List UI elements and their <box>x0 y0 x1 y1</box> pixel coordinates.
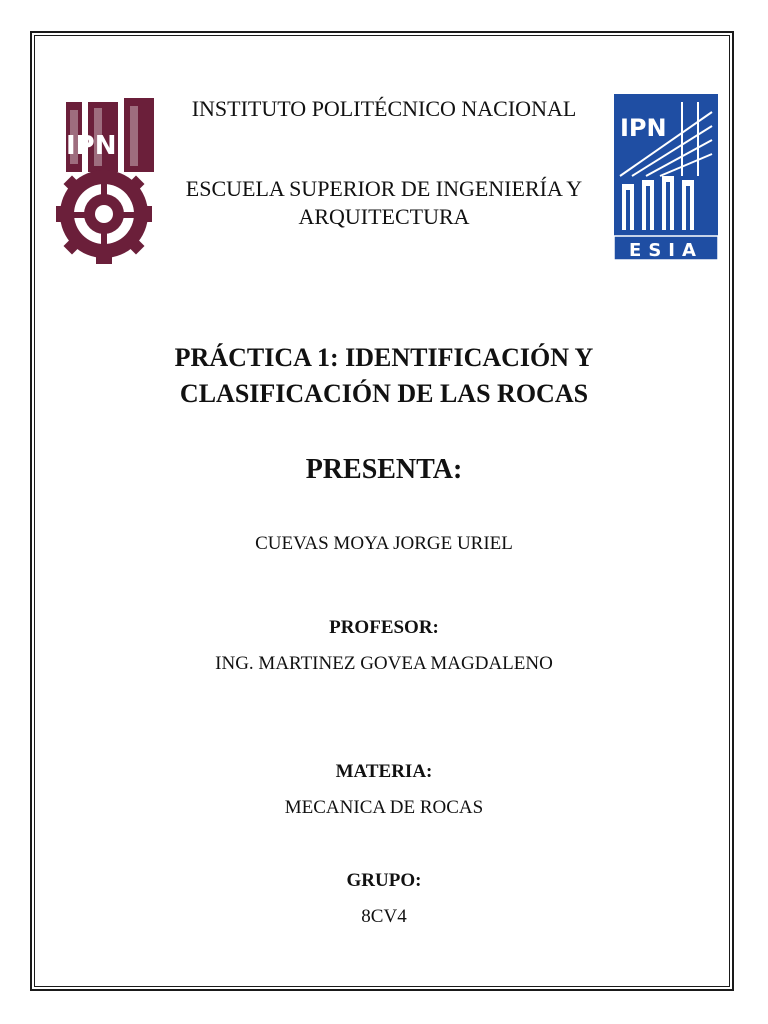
materia-label: MATERIA: <box>335 761 433 782</box>
profesor-name: ING. MARTINEZ GOVEA MAGDALENO <box>215 653 553 674</box>
esia-logo-ipn-text: IPN <box>620 114 667 142</box>
institute-name: INSTITUTO POLITÉCNICO NACIONAL <box>191 96 577 121</box>
ipn-logo-lettering <box>66 131 117 161</box>
practice-title-line1: PRÁCTICA 1: IDENTIFICACIÓN Y <box>174 343 594 372</box>
profesor-label: PROFESOR: <box>329 617 439 638</box>
esia-logo-esia-text: ESIA <box>629 240 703 261</box>
esia-logo <box>612 92 720 262</box>
materia-value: MECANICA DE ROCAS <box>284 797 484 818</box>
school-name-line2: ARQUITECTURA <box>298 204 470 229</box>
grupo-value: 8CV4 <box>361 906 407 927</box>
grupo-label: GRUPO: <box>346 870 422 891</box>
school-name-line1: ESCUELA SUPERIOR DE INGENIERÍA Y <box>185 176 583 201</box>
practice-title-line2: CLASIFICACIÓN DE LAS ROCAS <box>179 379 589 408</box>
presenta-label: PRESENTA: <box>305 454 463 485</box>
ipn-logo-text: IPN <box>66 131 117 161</box>
student-name: CUEVAS MOYA JORGE URIEL <box>255 533 513 554</box>
